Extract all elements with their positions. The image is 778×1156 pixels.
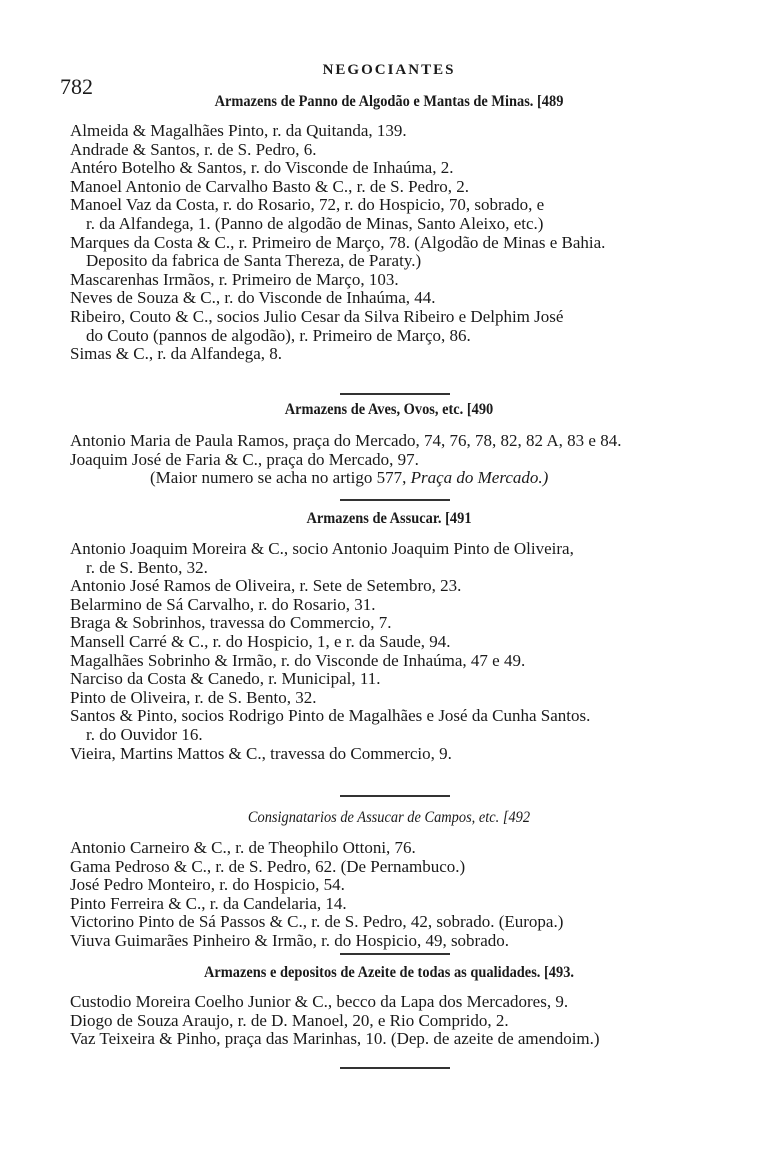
note-text: (Maior numero se acha no artigo 577, <box>150 468 407 488</box>
entry-line: Neves de Souza & C., r. do Visconde de Inhaúma, 44. <box>70 288 436 308</box>
entry-line: Antonio Carneiro & C., r. de Theophilo Ottoni, 76. <box>70 838 416 857</box>
entry-continuation: r. de S. Bento, 32. <box>86 557 208 577</box>
note-italic: Praça do Mercado.) <box>410 468 549 488</box>
entry-continuation: r. do Ouvidor 16. <box>86 724 203 744</box>
entry-line: Gama Pedroso & C., r. de S. Pedro, 62. (De Pernambuco.) <box>70 856 466 876</box>
entry-line: Viuva Guimarães Pinheiro & Irmão, r. do Hospicio, 49, sobrado. <box>70 930 510 950</box>
cross-reference-note <box>70 469 760 488</box>
section-divider <box>340 795 450 797</box>
entry-line: Pinto de Oliveira, r. de S. Bento, 32. <box>70 687 317 707</box>
entry-line: Joaquim José de Faria & C., praça do Mercado, 97. <box>70 449 419 469</box>
entry-line: Santos & Pinto, socios Rodrigo Pinto de Magalhães e José da Cunha Santos. <box>70 706 591 726</box>
section-492-entries <box>70 839 760 951</box>
entry-line: Manoel Vaz da Costa, r. do Rosario, 72, r. do Hospicio, 70, sobrado, e <box>70 195 545 215</box>
entry-line: Vaz Teixeira & Pinho, praça das Marinhas, 10. (Dep. de azeite de amendoim.) <box>70 1029 600 1049</box>
entry-continuation: Deposito da fabrica de Santa Thereza, de Paraty.) <box>86 251 422 271</box>
entry-line: Antonio Joaquim Moreira & C., socio Antonio Joaquim Pinto de Oliveira, <box>70 539 574 558</box>
section-divider <box>340 1067 450 1069</box>
running-head: NEGOCIANTES <box>322 62 456 78</box>
entry-line: Pinto Ferreira & C., r. da Candelaria, 14. <box>70 893 347 913</box>
entry-line: Narciso da Costa & Canedo, r. Municipal, 11. <box>70 669 381 689</box>
section-489-entries <box>70 122 760 364</box>
entry-line: Antonio Maria de Paula Ramos, praça do Mercado, 74, 76, 78, 82, 82 A, 83 e 84. <box>70 431 622 450</box>
entry-line: Diogo de Souza Araujo, r. de D. Manoel, 20, e Rio Comprido, 2. <box>70 1010 509 1030</box>
entry-continuation: r. da Alfandega, 1. (Panno de algodão de Minas, Santo Aleixo, etc.) <box>86 213 544 233</box>
section-490-entries <box>70 432 760 488</box>
section-title-493: Armazens e depositos de Azeite de todas as qualidades. [493. <box>203 964 574 981</box>
entry-line: José Pedro Monteiro, r. do Hospicio, 54. <box>70 875 345 895</box>
section-491-entries <box>70 540 760 763</box>
page-number: 782 <box>60 74 93 99</box>
entry-line: Custodio Moreira Coelho Junior & C., becco da Lapa dos Mercadores, 9. <box>70 992 569 1011</box>
entry-line: Magalhães Sobrinho & Irmão, r. do Visconde de Inhaúma, 47 e 49. <box>70 650 526 670</box>
entry-line: Andrade & Santos, r. de S. Pedro, 6. <box>70 139 317 159</box>
section-title-489: Armazens de Panno de Algodão e Mantas de Minas. [489 <box>214 93 564 110</box>
entry-line: Antonio José Ramos de Oliveira, r. Sete de Setembro, 23. <box>70 576 462 596</box>
entry-line: Simas & C., r. da Alfandega, 8. <box>70 344 283 364</box>
entry-line: Manoel Antonio de Carvalho Basto & C., r. de S. Pedro, 2. <box>70 176 469 196</box>
section-title-491: Armazens de Assucar. [491 <box>306 510 472 527</box>
entry-line: Victorino Pinto de Sá Passos & C., r. de S. Pedro, 42, sobrado. (Europa.) <box>70 912 564 932</box>
entry-line: Braga & Sobrinhos, travessa do Commercio, 7. <box>70 613 392 633</box>
section-divider <box>340 953 450 955</box>
section-title-490: Armazens de Aves, Ovos, etc. [490 <box>284 401 494 418</box>
section-493-entries <box>70 993 760 1049</box>
entry-line: Vieira, Martins Mattos & C., travessa do Commercio, 9. <box>70 743 452 763</box>
section-divider <box>340 393 450 395</box>
entry-line: Marques da Costa & C., r. Primeiro de Março, 78. (Algodão de Minas e Bahia. <box>70 232 606 252</box>
entry-line: Belarmino de Sá Carvalho, r. do Rosario, 31. <box>70 594 376 614</box>
entry-line: Ribeiro, Couto & C., socios Julio Cesar da Silva Ribeiro e Delphim José <box>70 306 564 326</box>
section-divider <box>340 499 450 501</box>
entry-line: Mansell Carré & C., r. do Hospicio, 1, e r. da Saude, 94. <box>70 631 451 651</box>
entry-line: Mascarenhas Irmãos, r. Primeiro de Março, 103. <box>70 269 399 289</box>
section-title-492: Consignatarios de Assucar de Campos, etc. [492 <box>247 809 531 826</box>
entry-continuation: do Couto (pannos de algodão), r. Primeiro de Março, 86. <box>86 325 471 345</box>
entry-line: Almeida & Magalhães Pinto, r. da Quitanda, 139. <box>70 121 407 140</box>
entry-line: Antéro Botelho & Santos, r. do Visconde de Inhaúma, 2. <box>70 158 454 178</box>
